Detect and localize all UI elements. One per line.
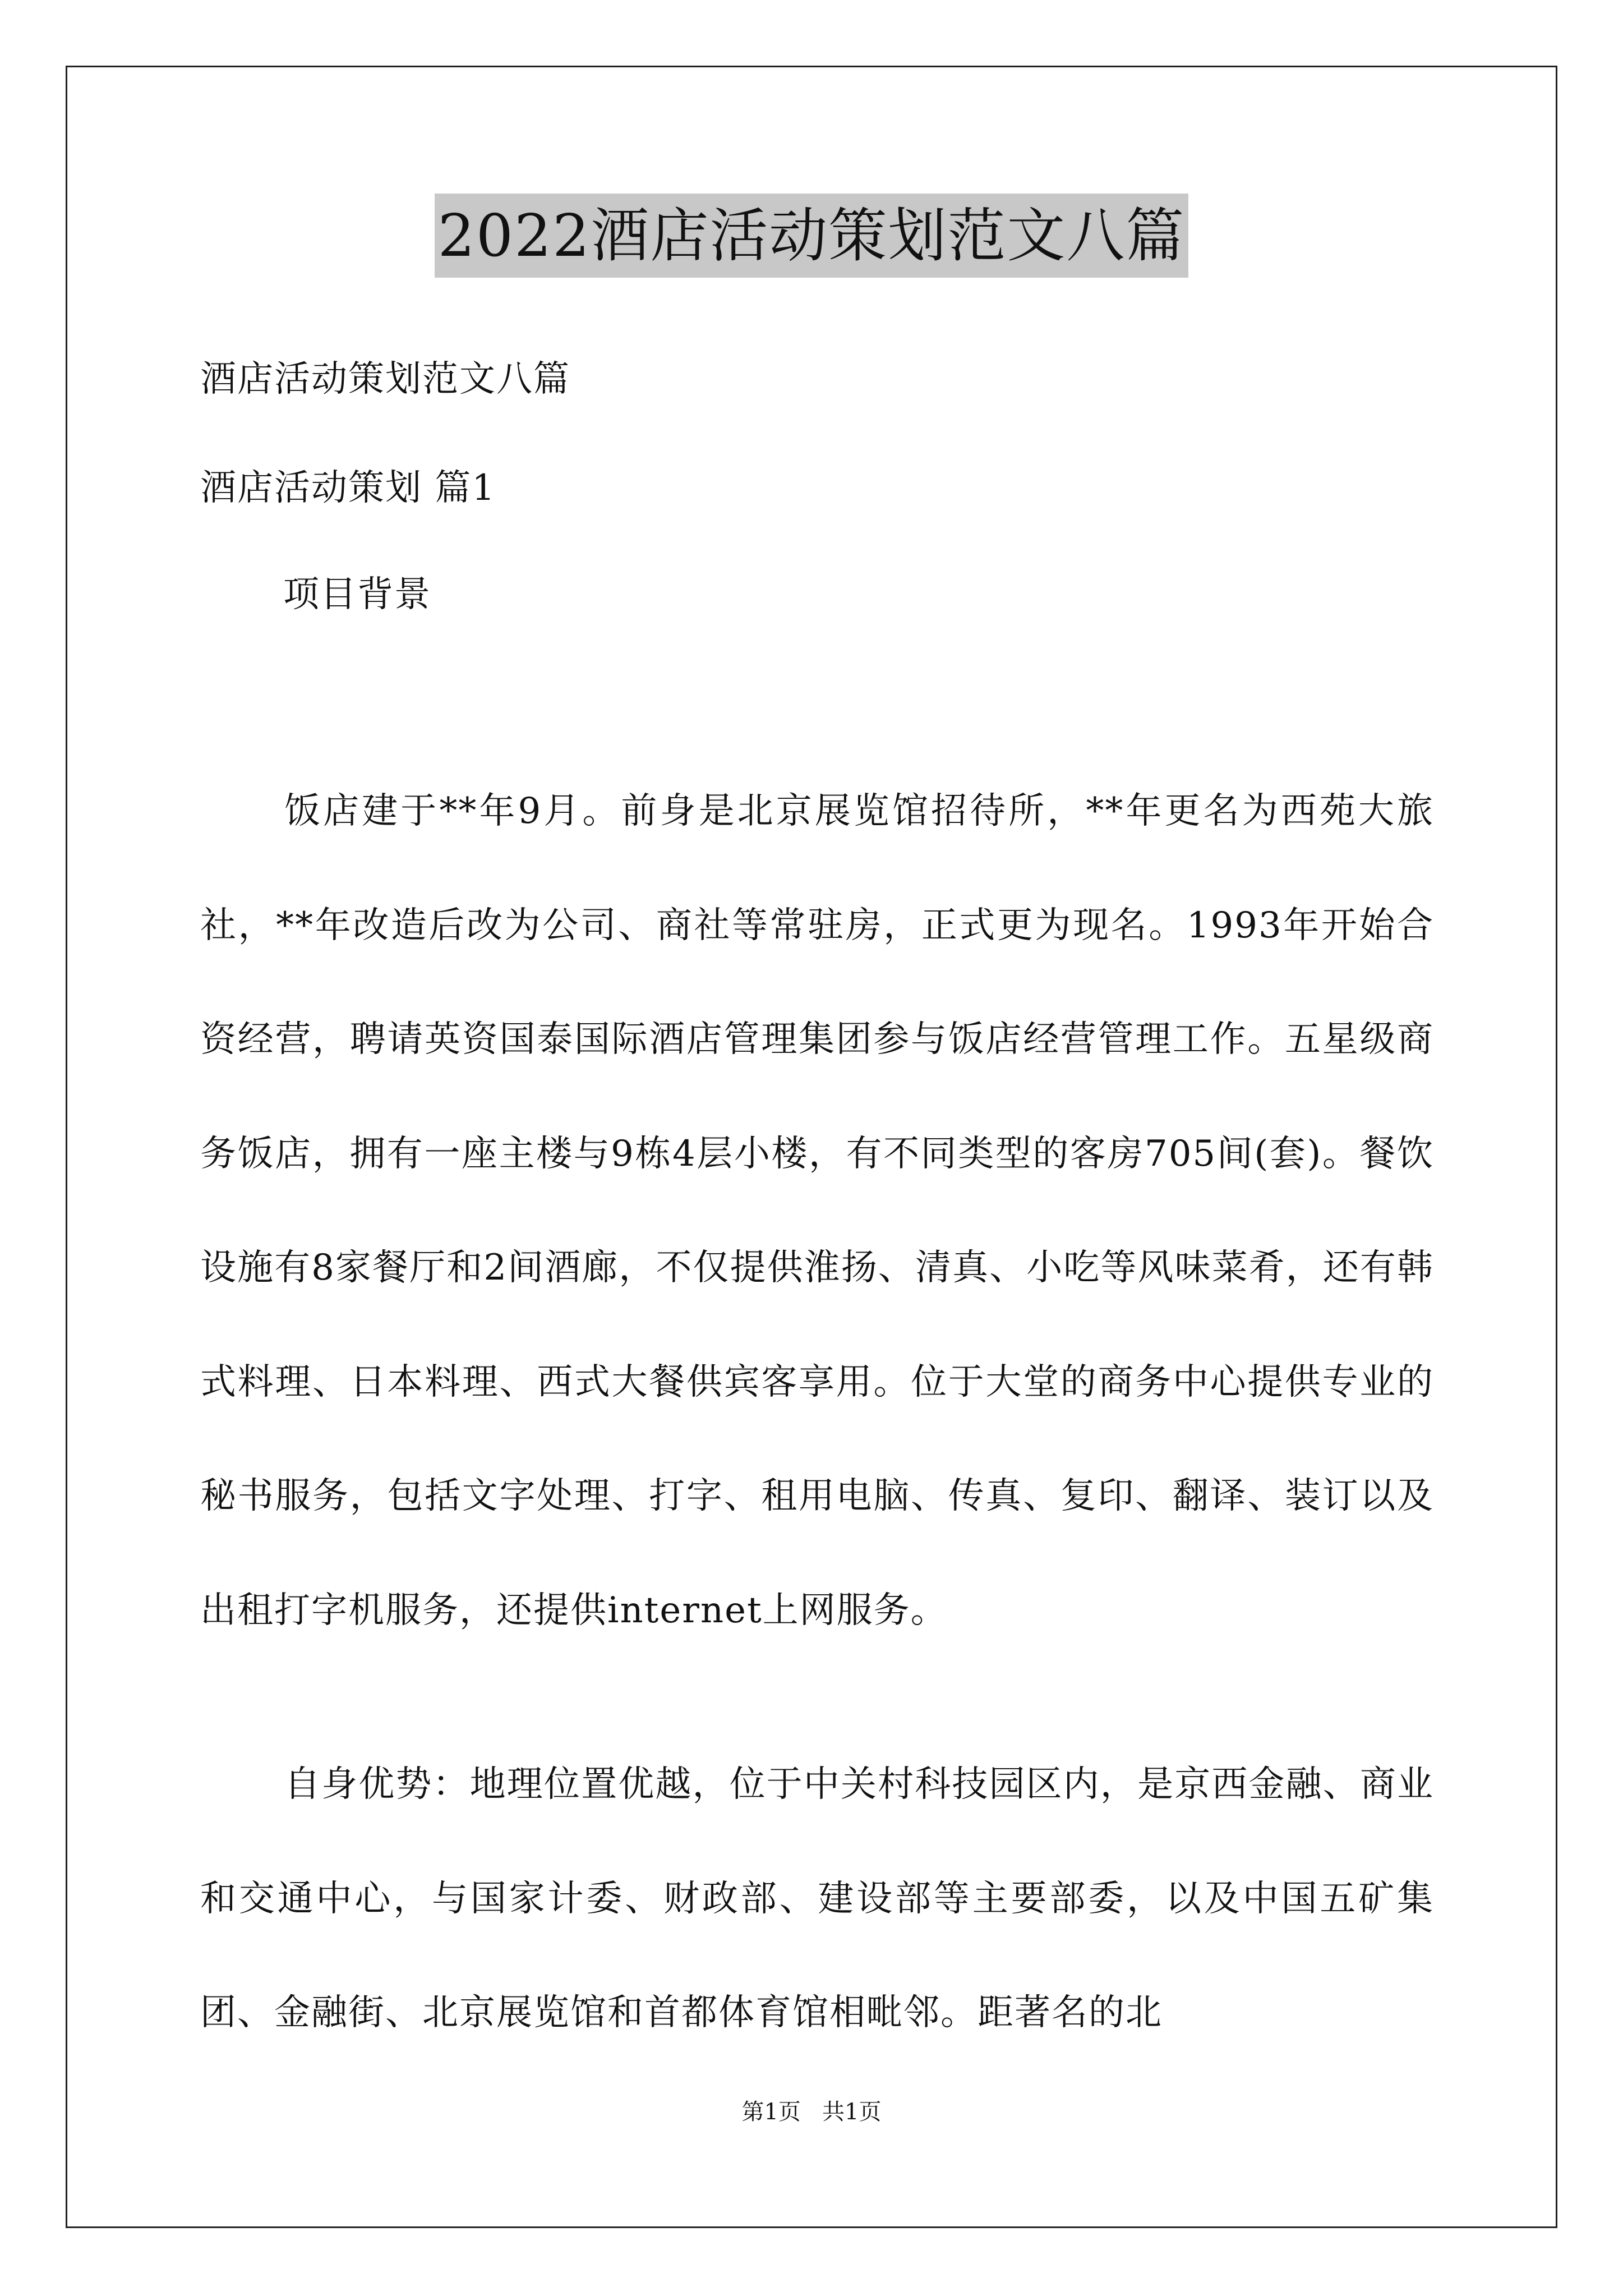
section-heading: 酒店活动策划 篇1 [200,467,496,509]
paragraph-advantages: 自身优势：地理位置优越，位于中关村科技园区内，是京西金融、商业和交通中心，与国家计委、财政部、建设部等主要部委，以及中国五矿集团、金融街、北京展览馆和首都体育馆相毗邻。距著名的北 [200,1764,1434,2033]
subsection-heading: 项目背景 [283,574,431,615]
title-container [0,194,1623,278]
document-title: 2022酒店活动策划范文八篇 [435,194,1189,278]
page-footer: 第1页 共1页 [741,2099,882,2125]
document-subtitle: 酒店活动策划范文八篇 [200,358,570,400]
paragraph-background: 饭店建于**年9月。前身是北京展览馆招待所，**年更名为西苑大旅社，**年改造后改为公司、商社等常驻房，正式更为现名。1993年开始合资经营，聘请英资国泰国际酒店管理集团参与饭店经营管理工作。五星级商务饭店，拥有一座主楼与9栋4层小楼，有不同类型的客房705间(套)。餐饮设施有8家餐厅和2间酒廊，不仅提供淮扬、清真、小吃等风味菜肴，还有韩式料理、日本料理、西式大餐供宾客享用。位于大堂的商务中心提供专业的秘书服务，包括文字处理、打字、租用电脑、传真、复印、翻译、装订以及出租打字机服务，还提供internet上网服务。 [200,790,1434,1631]
